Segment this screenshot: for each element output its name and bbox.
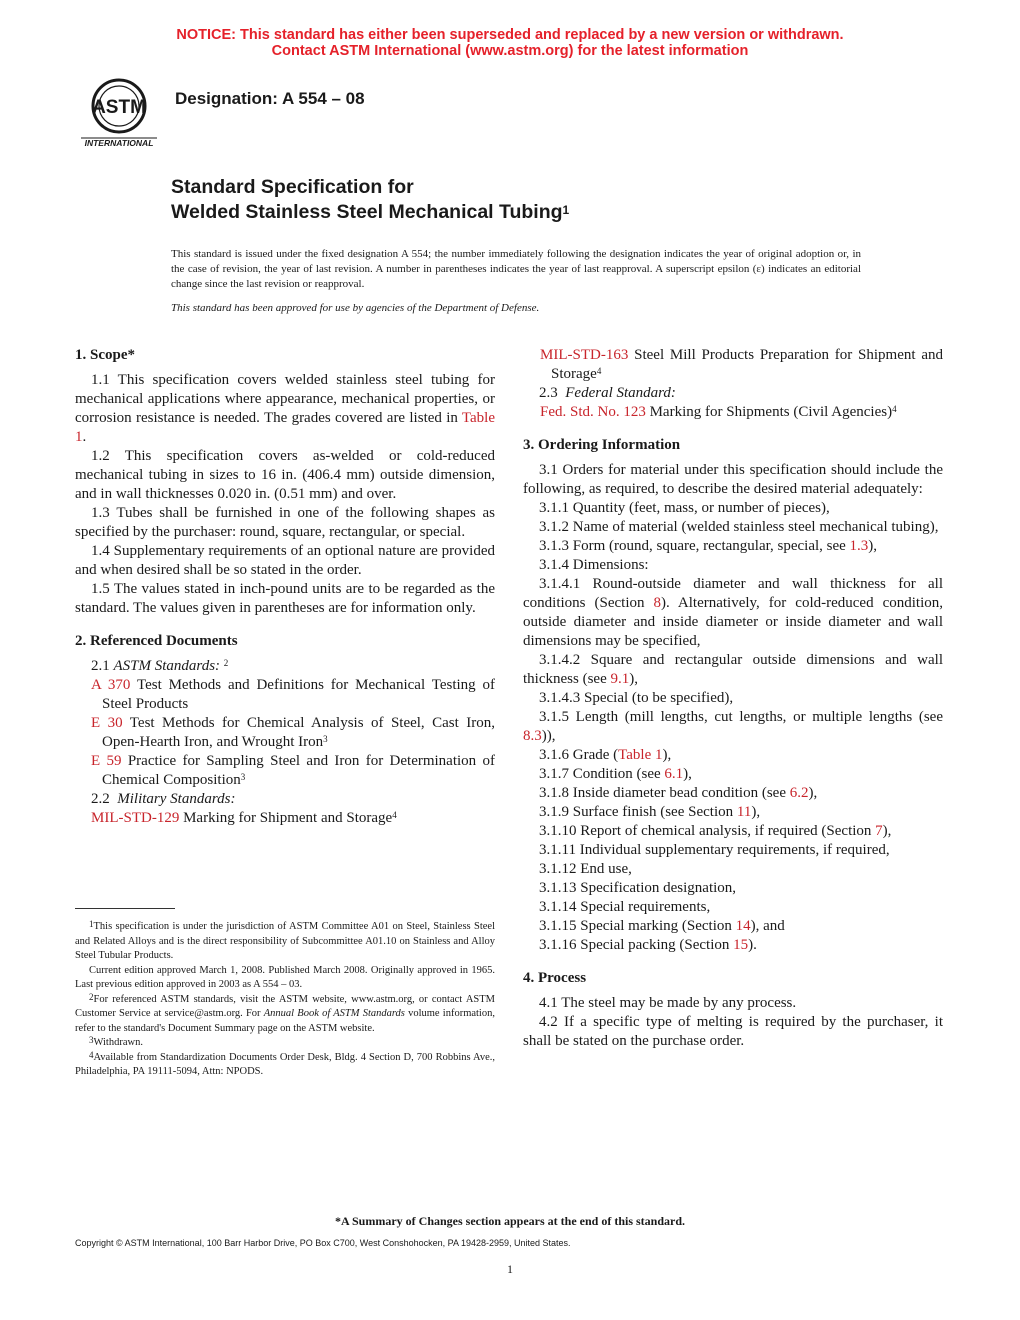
ordering-3-1-6-b: ), — [662, 747, 672, 763]
approved-note: This standard has been approved for use by agencies of the Department of Defense. — [171, 302, 540, 314]
section-15-link[interactable]: 15 — [733, 937, 749, 953]
astm-label: ASTM Standards: — [113, 658, 221, 674]
ordering-3-1-13: 3.1.13 Specification designation, — [539, 880, 737, 896]
ordering-3-1-7-b: ), — [683, 766, 692, 782]
ref-mil-std-129-link[interactable]: MIL-STD-129 — [91, 810, 180, 826]
ref-e59-link[interactable]: E 59 — [91, 753, 122, 769]
ref-e59 — [75, 752, 495, 790]
ref-mil-std-163 — [523, 346, 943, 384]
summary-note: *A Summary of Changes section appears at the end of this standard. — [334, 1214, 686, 1228]
ordering-3-1-5 — [523, 708, 943, 746]
ref-a370-text: Test Methods and Definitions for Mechanical Testing of Steel Products — [102, 677, 496, 712]
fed-num: 2.3 — [539, 385, 558, 401]
ordering-3-1-6 — [523, 746, 943, 765]
ordering-3-1-15-a: 3.1.15 Special marking (Section — [539, 918, 736, 934]
notice-line-1: NOTICE: This standard has either been superseded and replaced by a new version or withdrawn. — [176, 27, 844, 43]
copyright: Copyright © ASTM International, 100 Barr Harbor Drive, PO Box C700, West Conshohocken, PA 19428-2959, United States. — [75, 1238, 571, 1248]
ordering-3-1-7-a: 3.1.7 Condition (see — [539, 766, 665, 782]
ref-e30 — [75, 714, 495, 752]
astm-num: 2.1 — [91, 658, 110, 674]
ordering-3-1-15-b: ), and — [750, 918, 785, 934]
footnotes — [75, 920, 495, 1080]
footnote-1b: Current edition approved March 1, 2008. Published March 2008. Originally approved in 1965. Last previous edition approved in 2003 as A 554 – 03. — [75, 964, 495, 990]
footnote-3 — [75, 1036, 495, 1051]
footnote-4 — [75, 1051, 495, 1080]
ref-mil-std-163-sup: 4 — [596, 366, 602, 376]
footnote-2-text-b: volume information, refer to the standard's Document Summary page on the ASTM website. — [75, 1008, 495, 1034]
ref-mil-std-129-text: Marking for Shipment and Storage — [179, 810, 393, 826]
footnote-2-text-a: For referenced ASTM standards, visit the ASTM website, www.astm.org, or contact ASTM Customer Service at service@astm.org. For — [75, 993, 495, 1019]
section-6-1-link[interactable]: 6.1 — [664, 766, 684, 782]
section-14-link[interactable]: 14 — [735, 918, 751, 934]
document-title — [171, 175, 569, 225]
ref-a370-link[interactable]: A 370 — [91, 677, 131, 693]
section-7-link[interactable]: 7 — [875, 823, 883, 839]
fed-label: Federal Standard: — [565, 385, 676, 401]
ordering-3-1-9-a: 3.1.9 Surface finish (see Section — [539, 804, 737, 820]
process-heading: 4. Process — [523, 970, 587, 986]
military-standards-label — [75, 790, 495, 809]
ordering-3-1-5-b: )), — [541, 728, 556, 744]
ordering-3-1-4-2-a: 3.1.4.2 Square and rectangular outside dimensions and wall thickness (see — [523, 652, 943, 687]
ordering-3-1-4-1-a: 3.1.4.1 Round-outside diameter and wall thickness for all conditions (Section — [523, 576, 943, 611]
ordering-3-1-14: 3.1.14 Special requirements, — [539, 899, 711, 915]
scope-heading: 1. Scope* — [75, 347, 135, 363]
ordering-3-1-10 — [523, 822, 943, 841]
ordering-3-1-12: 3.1.12 End use, — [539, 861, 632, 877]
section-1-3-link[interactable]: 1.3 — [849, 538, 869, 554]
footnote-1-text: This specification is under the jurisdiction of ASTM Committee A01 on Steel, Stainless Steel and Related Alloys and is the direct responsibility of Subcommittee A01.10 on Stainless and Alloy Steel Tubular Products. — [75, 921, 495, 961]
logo-text: ASTM — [92, 97, 146, 118]
ordering-3-1-9-b: ), — [751, 804, 761, 820]
footnote-4-text: Available from Standardization Documents Order Desk, Bldg. 4 Section D, 700 Robbins Ave., Philadelphia, PA 19111-5094, Attn: NPODS. — [75, 1051, 495, 1077]
ordering-3-1-10-b: ), — [882, 823, 892, 839]
ordering-3-1-8-a: 3.1.8 Inside diameter bead condition (see — [539, 785, 790, 801]
footnote-1-mark: 1 — [89, 919, 94, 929]
process-4-1: 4.1 The steel may be made by any process. — [539, 995, 797, 1011]
astm-standards-label — [75, 657, 495, 676]
scope-1-1-end: . — [82, 429, 87, 445]
footnote-2-italic: Annual Book of ASTM Standards — [263, 1008, 405, 1019]
footnote-4-mark: 4 — [89, 1049, 94, 1060]
ref-fed-std-123-text: Marking for Shipments (Civil Agencies) — [645, 404, 893, 420]
ref-a370 — [75, 676, 495, 714]
ordering-3-1-16-b: ). — [748, 937, 757, 953]
ref-mil-std-129 — [75, 809, 495, 828]
ordering-3-1-11: 3.1.11 Individual supplementary requirements, if required, — [539, 842, 890, 858]
mil-num: 2.2 — [91, 791, 110, 807]
astm-logo — [78, 76, 160, 148]
ordering-3-1-2: 3.1.2 Name of material (welded stainless steel mechanical tubing), — [539, 519, 939, 535]
ref-fed-std-123 — [523, 403, 943, 422]
ordering-heading: 3. Ordering Information — [523, 437, 681, 453]
scope-1-5: 1.5 The values stated in inch-pound units are to be regarded as the standard. The values given in parentheses are for information only. — [75, 581, 495, 616]
withdrawal-notice — [0, 27, 1020, 59]
ordering-3-1-8 — [523, 784, 943, 803]
mil-label: Military Standards: — [117, 791, 236, 807]
title-line-1: Standard Specification for — [171, 176, 414, 198]
ref-e30-sup: 3 — [323, 734, 328, 744]
ordering-3-1-8-b: ), — [808, 785, 818, 801]
section-8-link[interactable]: 8 — [653, 595, 661, 611]
footnote-3-text: Withdrawn. — [93, 1037, 143, 1048]
footnote-2 — [75, 993, 495, 1037]
notice-line-2: Contact ASTM International (www.astm.org) for the latest information — [271, 43, 749, 59]
section-9-1-link[interactable]: 9.1 — [610, 671, 630, 687]
footnote-rule — [75, 908, 175, 909]
scope-1-1 — [75, 371, 495, 447]
ref-mil-std-163-link[interactable]: MIL-STD-163 — [540, 347, 629, 363]
title-line-2 — [171, 200, 569, 225]
right-column — [523, 346, 943, 1051]
scope-1-2: 1.2 This specification covers as-welded or cold-reduced mechanical tubing in sizes to 16 in. (406.4 mm) outside dimension, and in wall thicknesses 0.020 in. (0.51 mm) and over. — [75, 448, 495, 502]
footnote-1 — [75, 920, 495, 964]
referenced-heading: 2. Referenced Documents — [75, 633, 238, 649]
logo-subtext: INTERNATIONAL — [84, 138, 154, 148]
scope-1-1-text: 1.1 This specification covers welded stainless steel tubing for mechanical applications where appearance, mechanical properties, or corrosion resistance is needed. The grades covered are listed in — [75, 372, 495, 426]
title-footnote-mark: 1 — [562, 203, 570, 217]
ref-e59-text: Practice for Sampling Steel and Iron for Determination of Chemical Composition — [102, 753, 495, 788]
scope-1-4: 1.4 Supplementary requirements of an optional nature are provided and when desired shall be so stated in the order. — [75, 543, 495, 578]
section-8-3-link[interactable]: 8.3 — [523, 728, 542, 744]
ref-e59-sup: 3 — [240, 772, 246, 782]
astm-sup: 2 — [223, 658, 229, 668]
ordering-3-1-4: 3.1.4 Dimensions: — [539, 557, 649, 573]
ref-e30-text: Test Methods for Chemical Analysis of Steel, Cast Iron, Open-Hearth Iron, and Wrought Iron — [102, 715, 495, 750]
ordering-3-1-5-a: 3.1.5 Length (mill lengths, cut lengths, or multiple lengths (see — [539, 709, 943, 725]
astm-logo-icon — [78, 76, 160, 148]
ordering-3-1-4-3: 3.1.4.3 Special (to be specified), — [539, 690, 734, 706]
section-11-link[interactable]: 11 — [736, 804, 752, 820]
section-6-2-link[interactable]: 6.2 — [789, 785, 809, 801]
ordering-3-1: 3.1 Orders for material under this specification should include the following, as required, to describe the desired material adequately: — [523, 462, 943, 497]
ordering-3-1-6-a: 3.1.6 Grade ( — [539, 747, 619, 763]
designation: Designation: A 554 – 08 — [175, 89, 365, 108]
ordering-3-1-9 — [523, 803, 943, 822]
ordering-3-1-10-a: 3.1.10 Report of chemical analysis, if required (Section — [539, 823, 876, 839]
ordering-3-1-16 — [523, 936, 943, 955]
ordering-3-1-4-1-b: ). Alternatively, for cold-reduced condition, outside diameter and inside diameter or inside diameter and wall dimensions may be specified, — [523, 595, 943, 649]
ref-fed-std-123-sup: 4 — [892, 404, 897, 414]
left-column — [75, 346, 495, 828]
ordering-3-1-4-2-b: ), — [629, 671, 638, 687]
page-number: 1 — [507, 1262, 513, 1276]
ordering-3-1-4-1 — [523, 575, 943, 651]
footnote-3-mark: 3 — [89, 1035, 94, 1045]
federal-standard-label — [523, 384, 943, 403]
ordering-3-1-4-2 — [523, 651, 943, 689]
table-1-link[interactable]: Table 1 — [75, 410, 495, 445]
ref-mil-std-163-text: Steel Mill Products Preparation for Shipment and Storage — [551, 347, 943, 382]
ref-mil-std-129-sup: 4 — [392, 810, 397, 820]
ref-fed-std-123-link[interactable]: Fed. Std. No. 123 — [540, 404, 646, 420]
issue-note: This standard is issued under the fixed designation A 554; the number immediately following the designation indicates the year of original adoption or, in the case of revision, the year of last revision. A number in parentheses indicates the year of last reapproval. A superscript epsilon (ε) indicates an editorial change since the last revision or reapproval. — [171, 248, 861, 290]
ordering-3-1-7 — [523, 765, 943, 784]
ordering-3-1-3 — [523, 537, 943, 556]
footnote-2-mark: 2 — [89, 991, 94, 1002]
ref-e30-link[interactable]: E 30 — [91, 715, 123, 731]
ordering-3-1-15 — [523, 917, 943, 936]
ordering-3-1-16-a: 3.1.16 Special packing (Section — [539, 937, 734, 953]
ordering-3-1-3-b: ), — [868, 538, 878, 554]
title-line-2-text: Welded Stainless Steel Mechanical Tubing — [171, 201, 563, 223]
ordering-3-1-3-a: 3.1.3 Form (round, square, rectangular, special, see — [539, 538, 850, 554]
process-4-2: 4.2 If a specific type of melting is required by the purchaser, it shall be stated on the purchase order. — [523, 1014, 943, 1049]
table-1-link-2[interactable]: Table 1 — [618, 747, 663, 763]
scope-1-3: 1.3 Tubes shall be furnished in one of the following shapes as specified by the purchaser: round, square, rectangular, or special. — [75, 505, 495, 540]
ordering-3-1-1: 3.1.1 Quantity (feet, mass, or number of pieces), — [539, 500, 830, 516]
